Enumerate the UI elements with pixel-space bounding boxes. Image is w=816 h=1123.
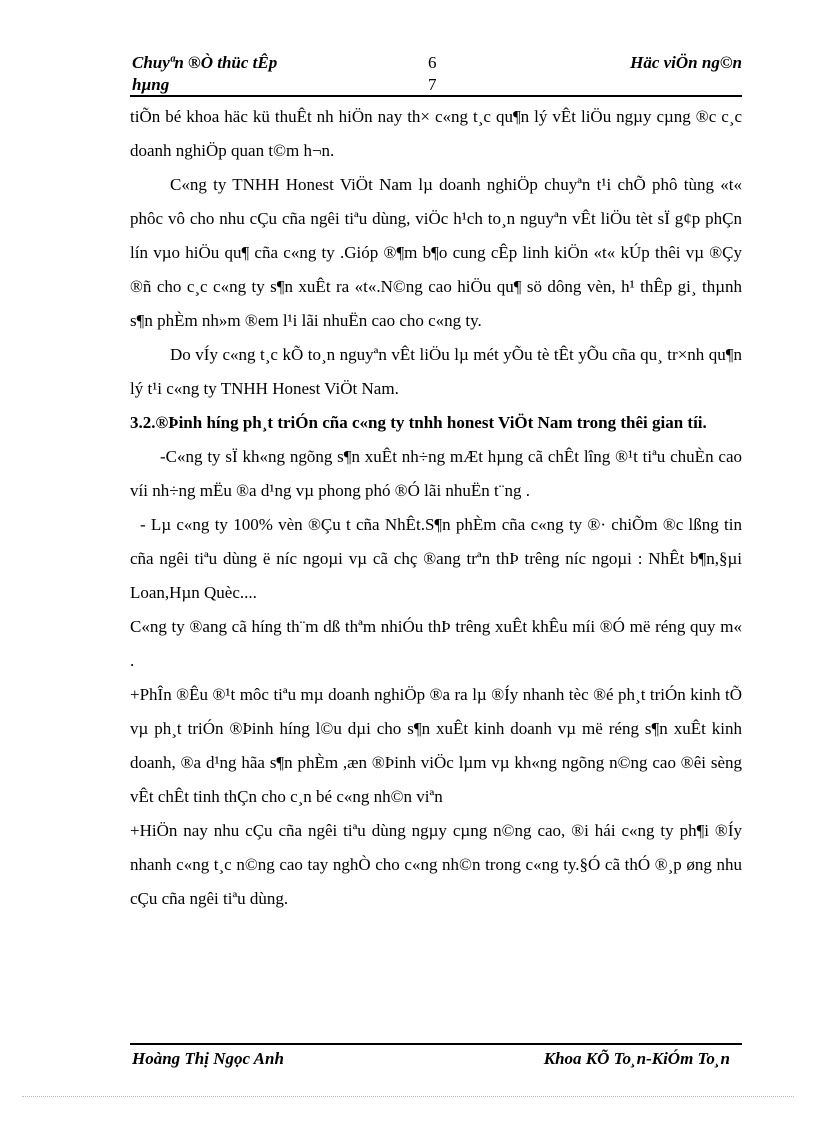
page-header	[132, 52, 742, 96]
header-rule	[130, 95, 742, 97]
header-subject	[132, 52, 277, 96]
footer-rule	[130, 1043, 742, 1045]
paragraph-8: +HiÖn nay nhu cÇu cña ngêi tiªu dùng ngµy cµng n©ng cao, ®i hái c«ng ty ph¶i ®Íy nhanh c«ng t¸c n©ng cao tay nghÒ cho c«ng nh©n trong c«ng ty.§Ó cã thÓ ®¸p øng nhu cÇu cña ngêi tiªu dùng.	[130, 821, 742, 908]
document-body	[130, 100, 742, 916]
page-number-line2: 7	[428, 75, 437, 94]
header-institution: Häc viÖn ng©n	[630, 53, 742, 72]
paragraph-4: -C«ng ty sÏ kh«ng ngõng s¶n xuÊt nh÷ng mÆt hµng cã chÊt lîng ®¹t tiªu chuÈn cao víi nh÷ng mËu ®a d¹ng vµ phong phó ®Ó lãi nhuËn t¨ng .	[130, 447, 742, 500]
paragraph-6: C«ng ty ®ang cã híng th¨m dß thªm nhiÓu thÞ trêng xuÊt khÊu míi ®Ó më réng quy m« .	[130, 617, 742, 670]
section-heading: 3.2.®Þinh híng ph¸t triÓn cña c«ng ty tnhh honest ViÖt Nam trong thêi gian tíi.	[130, 413, 707, 432]
paragraph-1: tiÕn bé khoa häc kü thuÊt nh hiÖn nay th× c«ng t¸c qu¶n lý vÊt liÖu ngµy cµng ®c c¸c doanh nghiÖp quan t©m h¬n.	[130, 107, 742, 160]
paragraph-5: - Lµ c«ng ty 100% vèn ®Çu t cña NhÊt.S¶n phÈm cña c«ng ty ®· chiÕm ®c lßng tin cña ngêi tiªu dùng ë níc ngoµi vµ cã chç ®ang trªn thÞ trêng níc ngoµi : NhÊt b¶n,§µi Loan,Hµn Quèc....	[130, 515, 742, 602]
header-subject-line1: Chuyªn ®Ò thüc tÊp	[132, 53, 278, 72]
footer-author: Hoàng Thị Ngọc Anh	[132, 1049, 284, 1068]
page-number	[428, 52, 437, 96]
page-bottom-dotted-rule	[22, 1096, 794, 1097]
paragraph-7: +PhÎn ®Êu ®¹t môc tiªu mµ doanh nghiÖp ®a ra lµ ®Íy nhanh tèc ®é ph¸t triÓn kinh tÕ vµ ph¸t triÓn ®Þinh híng l©u dµi cho s¶n xuÊt kinh doanh vµ më réng s¶n xuÊt kinh doanh, ®a d¹ng hãa s¶n phÈm ,æn ®Þinh viÖc lµm vµ kh«ng ngõng n©ng cao ®êi sèng vÊt chÊt tinh thÇn cho c¸n bé c«ng nh©n viªn	[130, 685, 742, 806]
footer-department: Khoa KÕ To¸n-KiÓm To¸n	[543, 1049, 730, 1068]
header-subject-line2: hµng	[132, 75, 170, 94]
page-number-line1: 6	[428, 53, 437, 72]
paragraph-3: Do vÍy c«ng t¸c kÕ to¸n nguyªn vÊt liÖu lµ mét yÕu tè tÊt yÕu cña qu¸ tr×nh qu¶n lý t¹i c«ng ty TNHH Honest ViÖt Nam.	[130, 345, 742, 398]
paragraph-2: C«ng ty TNHH Honest ViÖt Nam lµ doanh nghiÖp chuyªn t¹i chÕ phô tùng «t« phôc vô cho nhu cÇu cña ngêi tiªu dùng, viÖc h¹ch to¸n nguyªn vÊt liÖu tèt sÏ g¢p phÇn lín vµo hiÖu qu¶ cña c«ng ty .Gióp ®¶m b¶o cung cÊp linh kiÖn «t« kÚp thêi vµ ®Çy ®ñ cho c¸c c«ng ty s¶n xuÊt ra «t«.N©ng cao hiÖu qu¶ sö dông vèn, h¹ thÊp gi¸ thµnh s¶n phÈm nh»m ®em l¹i lãi nhuËn cao cho c«ng ty.	[130, 175, 742, 330]
